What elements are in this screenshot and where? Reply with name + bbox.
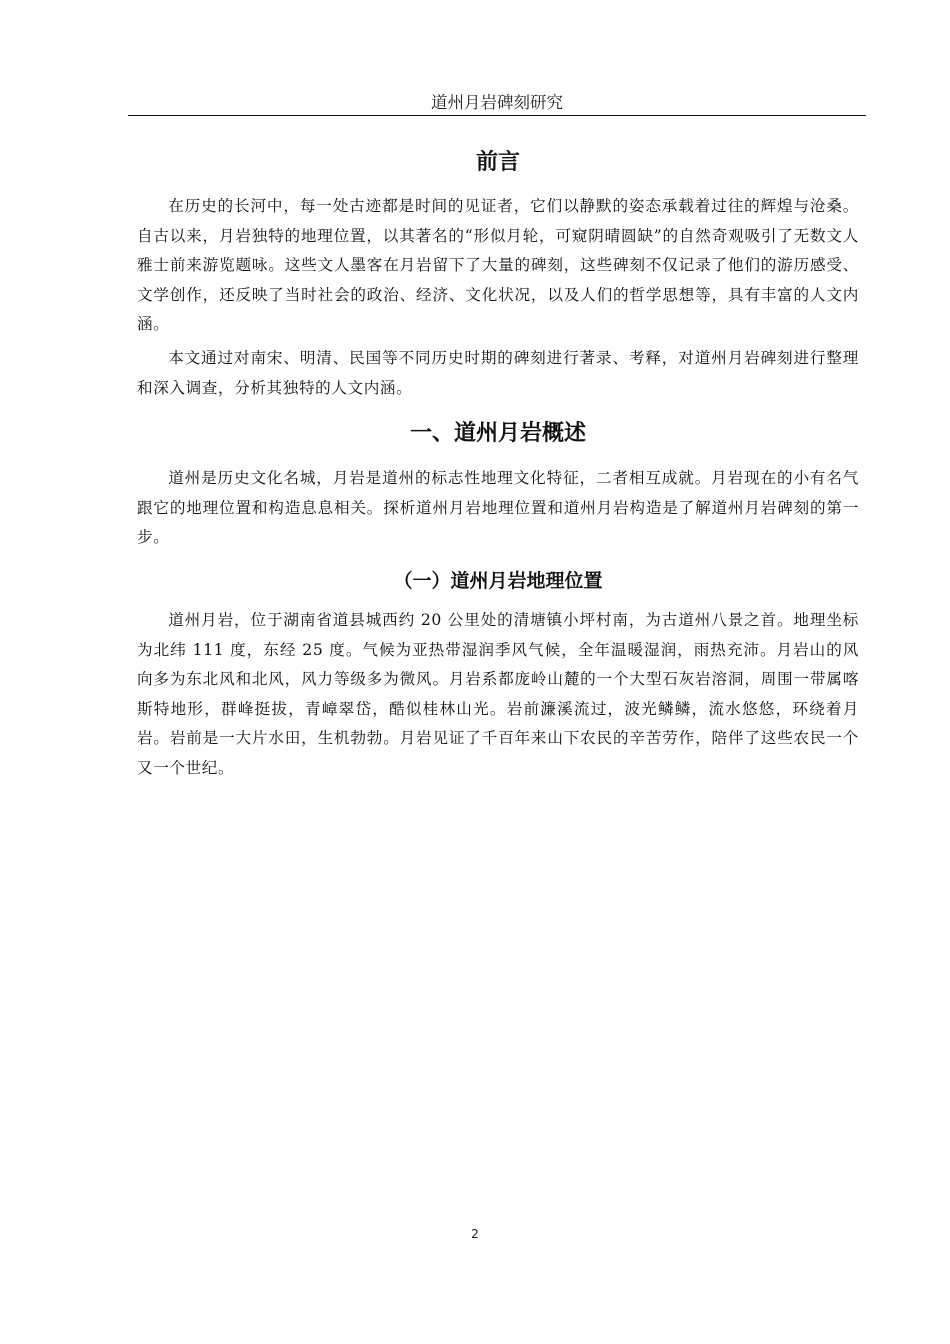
page-content (137, 140, 859, 788)
chapter-1-intro-paragraph: 道州是历史文化名城，月岩是道州的标志性地理文化特征，二者相互成就。月岩现在的小有名气跟它的地理位置和构造息息相关。探析道州月岩地理位置和道州月岩构造是了解道州月岩碑刻的第一步。 (137, 469, 859, 547)
page-number: 2 (471, 1227, 479, 1241)
running-header: 道州月岩碑刻研究 (431, 93, 563, 112)
section-1-paragraph: 道州月岩，位于湖南省道县城西约 20 公里处的清塘镇小坪村南，为古道州八景之首。地理坐标为北纬 111 度，东经 25 度。气候为亚热带湿润季风气候，全年温暖湿润，雨热充沛。月岩山的风向多为东北风和北风，风力等级多为微风。月岩系都庞岭山麓的一个大型石灰岩溶洞，周围一带属喀斯特地形，群峰挺拔，青嶂翠岱，酷似桂林山光。岩前濂溪流过，波光鳞鳞，流水悠悠，环绕着月岩。岩前是一大片水田，生机勃勃。月岩见证了千百年来山下农民的辛苦劳作，陪伴了这些农民一个又一个世纪。 (137, 610, 859, 777)
chapter-1-title: 一、道州月岩概述 (409, 421, 586, 447)
preface-title: 前言 (475, 150, 520, 175)
header-rule (128, 115, 866, 116)
preface-paragraph-1: 在历史的长河中，每一处古迹都是时间的见证者，它们以静默的姿态承载着过往的辉煌与沧桑。自古以来，月岩独特的地理位置，以其著名的“形似月轮，可窥阴晴圆缺”的自然奇观吸引了无数文人雅士前来游览题咏。这些文人墨客在月岩留下了大量的碑刻，这些碑刻不仅记录了他们的游历感受、文学创作，还反映了当时社会的政治、经济、文化状况，以及人们的哲学思想等，具有丰富的人文内涵。 (137, 197, 859, 334)
preface-paragraph-2: 本文通过对南宋、明清、民国等不同历史时期的碑刻进行著录、考释，对道州月岩碑刻进行整理和深入调查，分析其独特的人文内涵。 (137, 348, 859, 397)
section-1-title: （一）道州月岩地理位置 (393, 569, 603, 592)
